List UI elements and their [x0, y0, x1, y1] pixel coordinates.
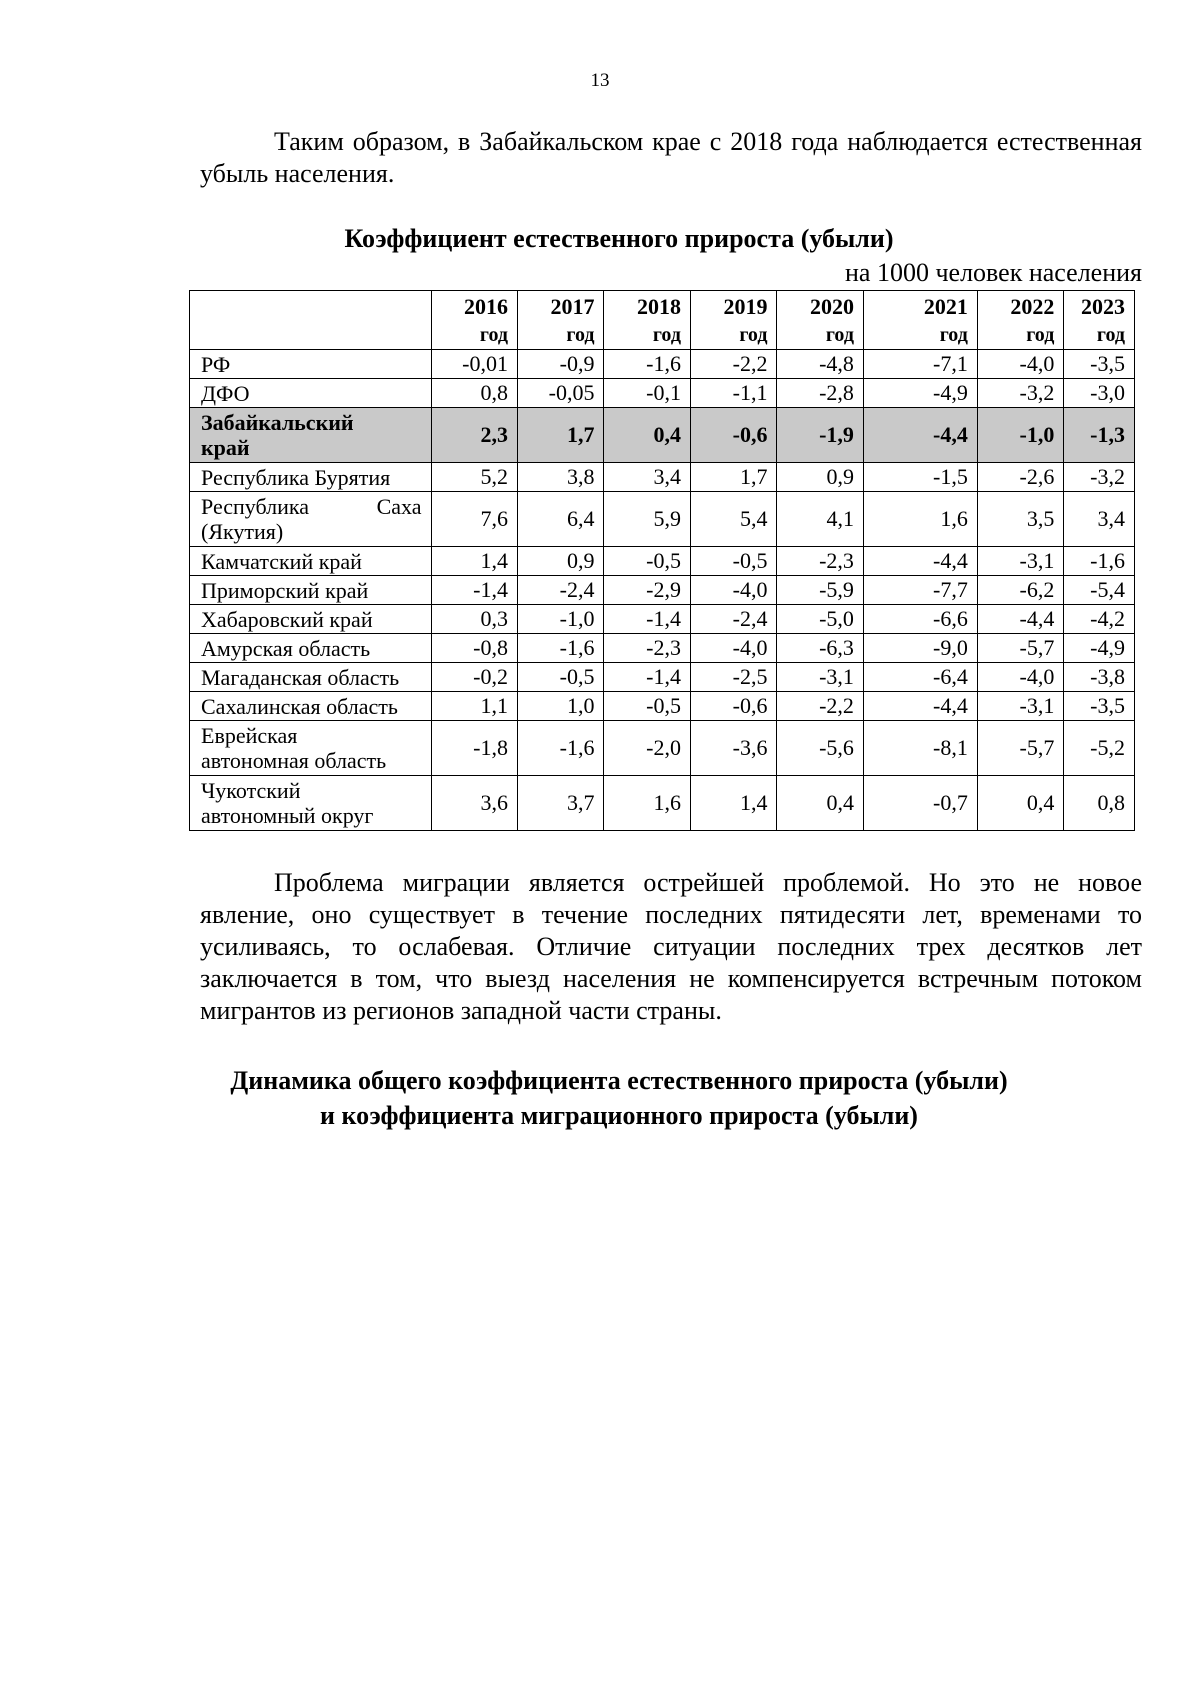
header-year: 2019 год: [690, 291, 776, 350]
table-cell: 1,1: [431, 692, 517, 721]
header-year: 2022 год: [977, 291, 1063, 350]
table-cell: 3,6: [431, 776, 517, 831]
table-cell: -7,7: [863, 576, 977, 605]
table-cell: 0,4: [604, 408, 690, 463]
region-name-line: Республика Саха: [201, 494, 422, 519]
table-cell: 5,9: [604, 492, 690, 547]
table-cell: 4,1: [777, 492, 863, 547]
table-cell: -1,6: [518, 634, 604, 663]
table-cell: -1,1: [690, 379, 776, 408]
table-cell: -5,7: [977, 721, 1063, 776]
table-row: [190, 576, 1135, 605]
page-number: 13: [590, 70, 610, 91]
table-cell: -0,6: [690, 692, 776, 721]
header-year: 2016 год: [431, 291, 517, 350]
table-cell: -1,0: [977, 408, 1063, 463]
table-cell: 0,4: [977, 776, 1063, 831]
region-name: Амурская область: [190, 634, 432, 663]
region-name-line: автономная область: [201, 748, 387, 773]
table-cell: -2,3: [777, 547, 863, 576]
table-cell: -1,0: [518, 605, 604, 634]
region-name-line: (Якутия): [201, 519, 284, 544]
table-cell: -3,5: [1064, 350, 1135, 379]
table-title: Коэффициент естественного прироста (убыли): [344, 224, 894, 253]
region-name: [190, 408, 432, 463]
table-cell: -0,05: [518, 379, 604, 408]
table-cell: -1,6: [518, 721, 604, 776]
table-cell: -1,5: [863, 463, 977, 492]
region-name: [190, 776, 432, 831]
table-cell: -2,0: [604, 721, 690, 776]
table-cell: -3,0: [1064, 379, 1135, 408]
table-cell: -4,0: [690, 634, 776, 663]
table-cell: 6,4: [518, 492, 604, 547]
header-year: 2017 год: [518, 291, 604, 350]
table-cell: -5,2: [1064, 721, 1135, 776]
table-cell: -5,6: [777, 721, 863, 776]
table-cell: -4,8: [777, 350, 863, 379]
table-cell: -5,0: [777, 605, 863, 634]
region-name: [190, 721, 432, 776]
table-cell: -0,5: [518, 663, 604, 692]
table-cell: -2,4: [518, 576, 604, 605]
table-cell: -1,8: [431, 721, 517, 776]
region-name: Камчатский край: [190, 547, 432, 576]
table-cell: -3,1: [777, 663, 863, 692]
table-cell: -0,01: [431, 350, 517, 379]
table-cell: 0,8: [1064, 776, 1135, 831]
table-row: [190, 350, 1135, 379]
table-row: [190, 492, 1135, 547]
table-cell: -1,6: [1064, 547, 1135, 576]
table-cell: -4,4: [977, 605, 1063, 634]
region-name-line: край: [201, 435, 250, 460]
table-cell: 3,4: [604, 463, 690, 492]
region-name: Хабаровский край: [190, 605, 432, 634]
table-cell: -0,8: [431, 634, 517, 663]
table-cell: -3,1: [977, 547, 1063, 576]
region-name: Магаданская область: [190, 663, 432, 692]
table-row: [190, 692, 1135, 721]
table-row: [190, 605, 1135, 634]
table-cell: -3,2: [1064, 463, 1135, 492]
section-heading: [0, 1063, 1200, 1133]
table-cell: -1,4: [431, 576, 517, 605]
table-cell: 3,5: [977, 492, 1063, 547]
paragraph-migration: Проблема миграции является острейшей проблемой. Но это не новое явление, оно существует в течение последних пятидесяти лет, временами то усиливаясь, то ослабевая. Отличие ситуации последних трех десятков лет заключается в том, что выезд населения не компенсируется встречным потоком мигрантов из регионов западной части страны.: [200, 868, 1142, 1025]
table-cell: 1,6: [863, 492, 977, 547]
table-header-row: [190, 291, 1135, 350]
table-cell: -0,1: [604, 379, 690, 408]
section-heading-line: и коэффициента миграционного прироста (убыли): [320, 1101, 918, 1130]
header-year: 2021 год: [863, 291, 977, 350]
table-cell: -4,4: [863, 408, 977, 463]
table-cell: 3,4: [1064, 492, 1135, 547]
table-cell: -6,6: [863, 605, 977, 634]
table-cell: -2,4: [690, 605, 776, 634]
table-cell: 0,3: [431, 605, 517, 634]
table-cell: -6,3: [777, 634, 863, 663]
header-region: [190, 291, 432, 350]
table-cell: -5,7: [977, 634, 1063, 663]
table-cell: -0,2: [431, 663, 517, 692]
table-cell: -2,9: [604, 576, 690, 605]
table-cell: 1,0: [518, 692, 604, 721]
table-cell: -2,8: [777, 379, 863, 408]
table-cell: 1,4: [690, 776, 776, 831]
table-cell: 1,7: [518, 408, 604, 463]
table-row: [190, 379, 1135, 408]
table-cell: 0,4: [777, 776, 863, 831]
header-year: 2023 год: [1064, 291, 1135, 350]
table-cell: -3,8: [1064, 663, 1135, 692]
region-name-line: Еврейская: [201, 723, 298, 748]
table-cell: -0,9: [518, 350, 604, 379]
table-cell: -2,2: [777, 692, 863, 721]
table-row: [190, 776, 1135, 831]
header-year: 2020 год: [777, 291, 863, 350]
table-cell: -0,5: [604, 692, 690, 721]
table-row: [190, 463, 1135, 492]
table-cell: 0,9: [777, 463, 863, 492]
table-cell: -4,0: [977, 663, 1063, 692]
table-cell: -2,2: [690, 350, 776, 379]
table-cell: -3,6: [690, 721, 776, 776]
region-name: Республика Бурятия: [190, 463, 432, 492]
table-cell: -2,5: [690, 663, 776, 692]
table-cell: -1,6: [604, 350, 690, 379]
table-units: на 1000 человек населения: [845, 258, 1142, 287]
table-cell: -4,4: [863, 692, 977, 721]
table-cell: 1,4: [431, 547, 517, 576]
table-cell: 2,3: [431, 408, 517, 463]
table-cell: -3,1: [977, 692, 1063, 721]
table-cell: -3,5: [1064, 692, 1135, 721]
table-cell: -0,5: [690, 547, 776, 576]
table-cell: -6,2: [977, 576, 1063, 605]
natural-growth-table: [189, 290, 1135, 831]
table-cell: -6,4: [863, 663, 977, 692]
table-row: [190, 663, 1135, 692]
header-year: 2018 год: [604, 291, 690, 350]
table-cell: -4,2: [1064, 605, 1135, 634]
table-cell: -1,4: [604, 663, 690, 692]
region-name: ДФО: [190, 379, 432, 408]
region-name-line: автономный округ: [201, 803, 374, 828]
table-cell: 3,8: [518, 463, 604, 492]
region-name: [190, 492, 432, 547]
table-cell: 0,8: [431, 379, 517, 408]
table-row: [190, 634, 1135, 663]
table-cell: -4,0: [690, 576, 776, 605]
table-cell: -7,1: [863, 350, 977, 379]
table-cell: 5,4: [690, 492, 776, 547]
table-row: [190, 721, 1135, 776]
region-name: Сахалинская область: [190, 692, 432, 721]
table-cell: -4,9: [1064, 634, 1135, 663]
table-cell: -4,4: [863, 547, 977, 576]
table-cell: -9,0: [863, 634, 977, 663]
table-cell: 1,6: [604, 776, 690, 831]
paragraph-natural-decline: Таким образом, в Забайкальском крае с 2018 года наблюдается естественная убыль населения.: [200, 127, 1142, 188]
table-cell: 3,7: [518, 776, 604, 831]
table-cell: -2,6: [977, 463, 1063, 492]
region-name: РФ: [190, 350, 432, 379]
table-cell: -1,9: [777, 408, 863, 463]
table-row-highlighted: [190, 408, 1135, 463]
section-heading-line: Динамика общего коэффициента естественного прироста (убыли): [230, 1066, 1008, 1095]
table-cell: 0,9: [518, 547, 604, 576]
region-name-line: Забайкальский: [201, 410, 354, 435]
table-cell: -4,0: [977, 350, 1063, 379]
table-cell: -8,1: [863, 721, 977, 776]
region-name: Приморский край: [190, 576, 432, 605]
table-cell: -3,2: [977, 379, 1063, 408]
table-cell: -1,3: [1064, 408, 1135, 463]
table-cell: -5,9: [777, 576, 863, 605]
region-name-line: Чукотский: [201, 778, 301, 803]
table-cell: -4,9: [863, 379, 977, 408]
table-cell: -5,4: [1064, 576, 1135, 605]
table-cell: -0,6: [690, 408, 776, 463]
table-cell: 1,7: [690, 463, 776, 492]
table-row: [190, 547, 1135, 576]
table-cell: 5,2: [431, 463, 517, 492]
table-cell: 7,6: [431, 492, 517, 547]
table-cell: -1,4: [604, 605, 690, 634]
table-cell: -2,3: [604, 634, 690, 663]
table-cell: -0,5: [604, 547, 690, 576]
table-cell: -0,7: [863, 776, 977, 831]
